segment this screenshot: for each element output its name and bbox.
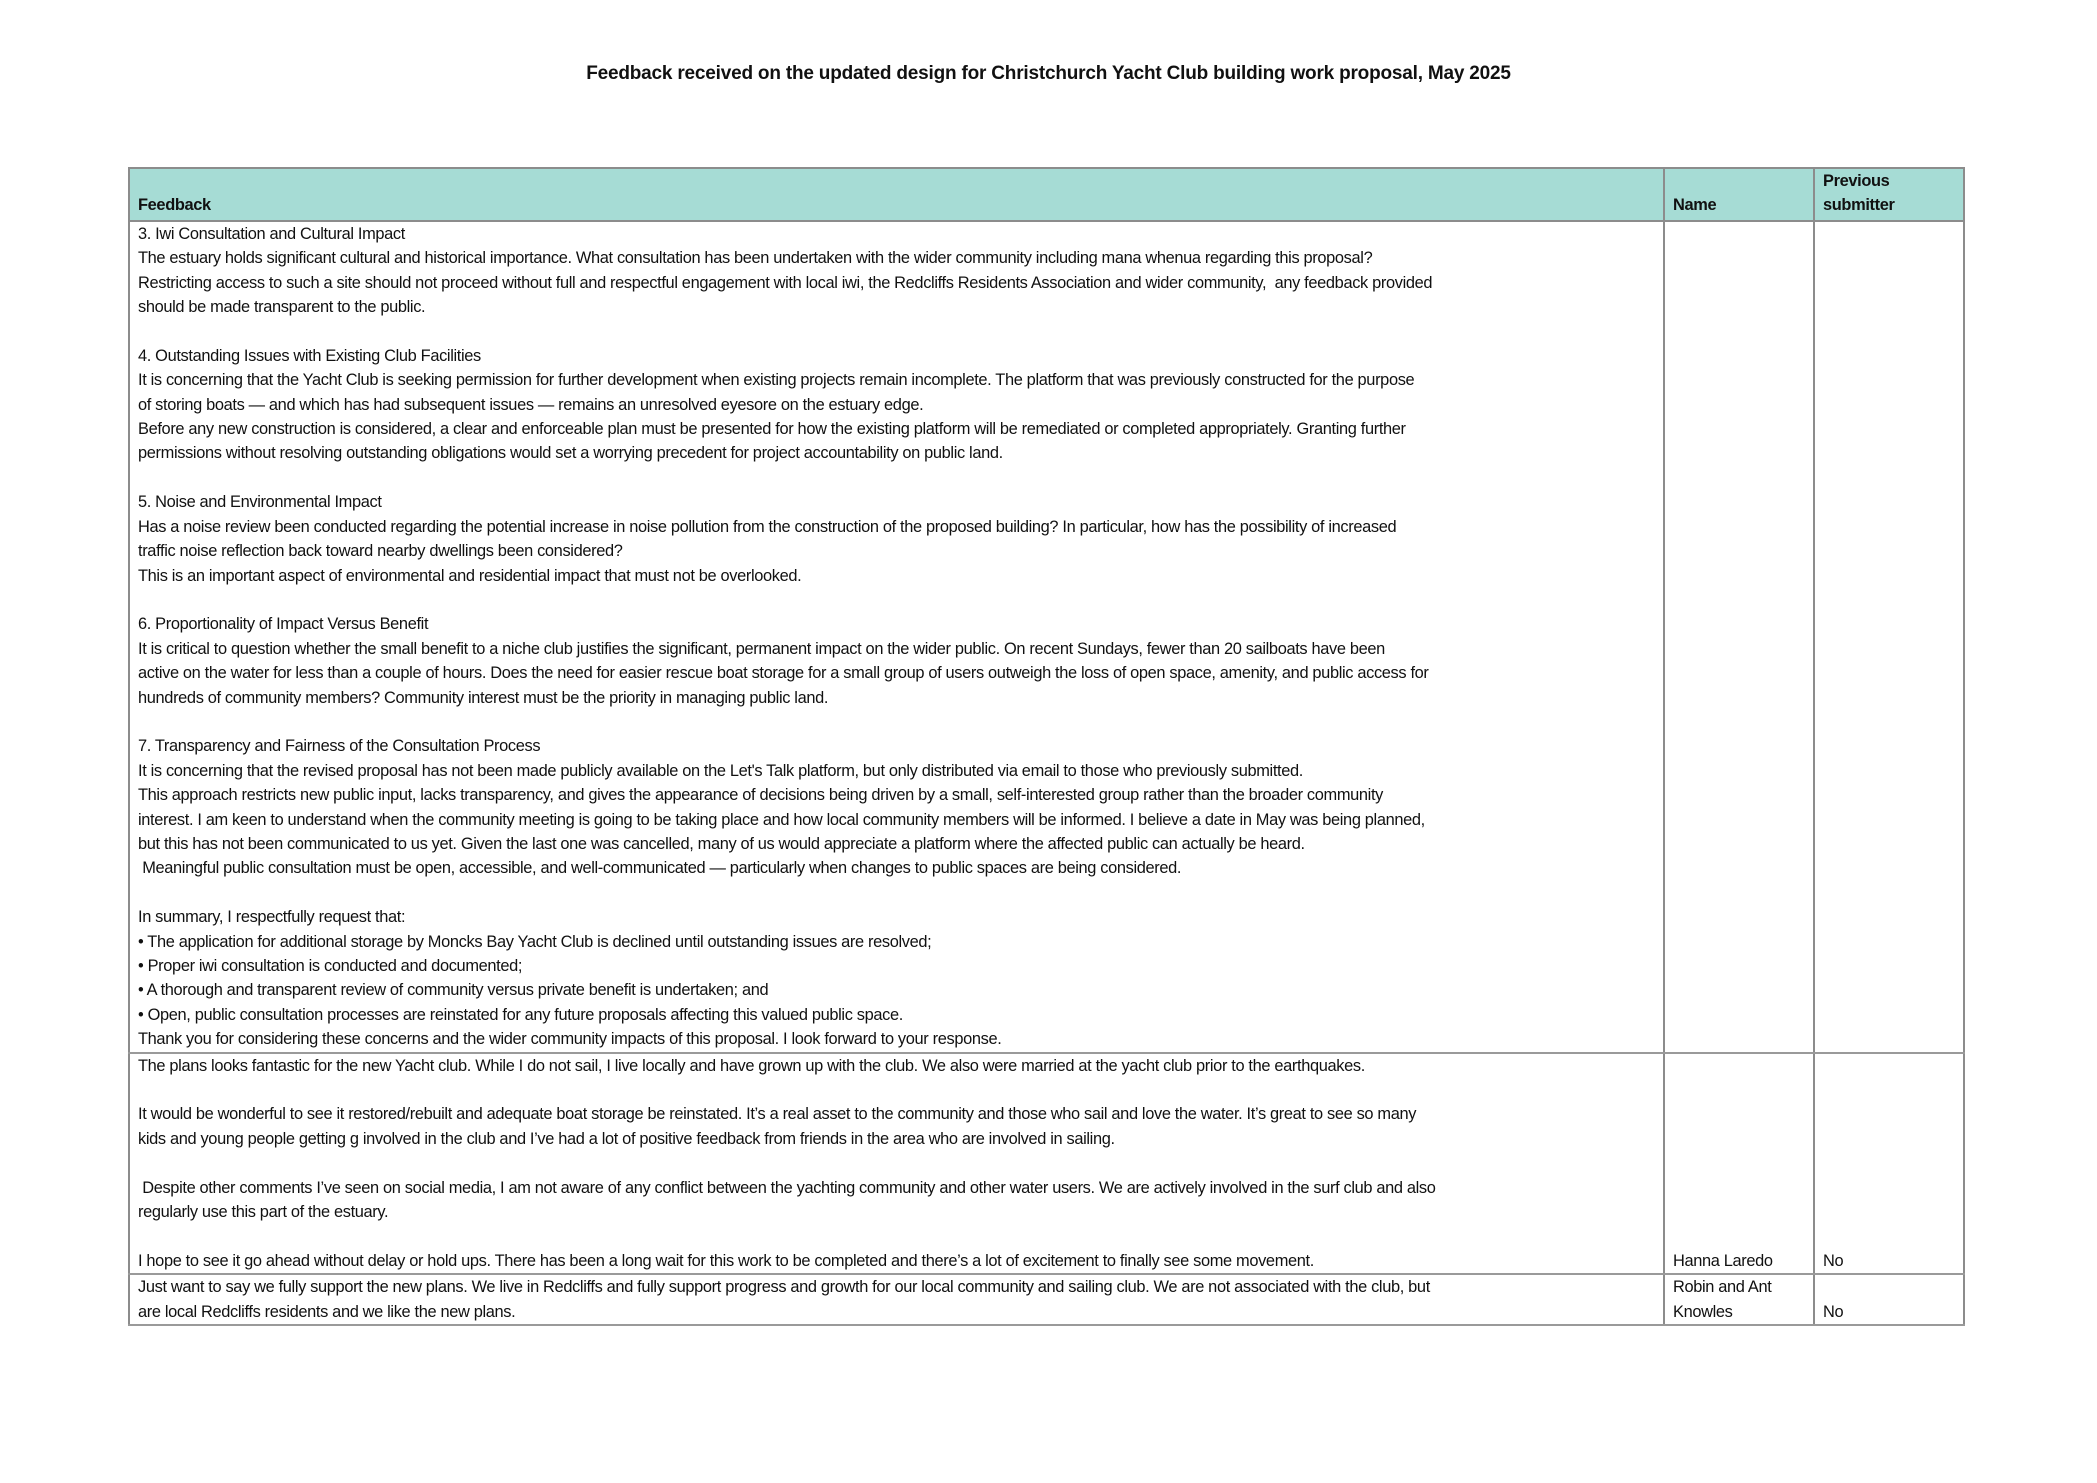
previous-submitter-cell [1814, 221, 1964, 1053]
table-row [129, 1274, 1964, 1325]
feedback-cell: The plans looks fantastic for the new Yacht club. While I do not sail, I live locally and have grown up with the club. We also were married at the yacht club prior to the earthquakes. It would be wonderful to see it restored/rebuilt and adequate boat storage be reinstated. It’s a real asset to the community and those who sail and love the water. It’s great to see so many kids and young people getting g involved in the club and I’ve had a lot of positive feedback from friends in the area who are involved in sailing. Despite other comments I’ve seen on social media, I am not aware of any conflict between the yachting community and other water users. We are actively involved in the surf club and also regularly use this part of the estuary. I hope to see it go ahead without delay or hold ups. There has been a long wait for this work to be completed and there’s a lot of excitement to finally see some movement. [129, 1053, 1664, 1275]
name-cell [1664, 221, 1814, 1053]
feedback-cell: Just want to say we fully support the new plans. We live in Redcliffs and fully support progress and growth for our local community and sailing club. We are not associated with the club, but are local Redcliffs residents and we like the new plans. [129, 1274, 1664, 1325]
previous-submitter-cell: No [1814, 1053, 1964, 1275]
previous-submitter-cell: No [1814, 1274, 1964, 1325]
table-row [129, 221, 1964, 1053]
document-title: Feedback received on the updated design for Christchurch Yacht Club building work proposal, May 2025 [586, 63, 1511, 84]
table-row [129, 1053, 1964, 1275]
feedback-cell: 3. Iwi Consultation and Cultural Impact The estuary holds significant cultural and historical importance. What consultation has been undertaken with the wider community including mana whenua regarding this proposal? Restricting access to such a site should not proceed without full and respectful engagement with local iwi, the Redcliffs Residents Association and wider community, any feedback provided should be made transparent to the public. 4. Outstanding Issues with Existing Club Facilities It is concerning that the Yacht Club is seeking permission for further development when existing projects remain incomplete. The platform that was previously constructed for the purpose of storing boats — and which has had subsequent issues — remains an unresolved eyesore on the estuary edge. Before any new construction is considered, a clear and enforceable plan must be presented for how the existing platform will be remediated or completed appropriately. Granting further permissions without resolving outstanding obligations would set a worrying precedent for project accountability on public land. 5. Noise and Environmental Impact Has a noise review been conducted regarding the potential increase in noise pollution from the construction of the proposed building? In particular, how has the possibility of increased traffic noise reflection back toward nearby dwellings been considered? This is an important aspect of environmental and residential impact that must not be overlooked. 6. Proportionality of Impact Versus Benefit It is critical to question whether the small benefit to a niche club justifies the significant, permanent impact on the wider public. On recent Sundays, fewer than 20 sailboats have been active on the water for less than a couple of hours. Does the need for easier rescue boat storage for a small group of users outweigh the loss of open space, amenity, and public access for hundreds of community members? Community interest must be the priority in managing public land. 7. Transparency and Fairness of the Consultation Process It is concerning that the revised proposal has not been made publicly available on the Let's Talk platform, but only distributed via email to those who previously submitted. This approach restricts new public input, lacks transparency, and gives the appearance of decisions being driven by a small, self-interested group rather than the broader community interest. I am keen to understand when the community meeting is going to be taking place and how local community members will be informed. I believe a date in May was being planned, but this has not been communicated to us yet. Given the last one was cancelled, many of us would appreciate a platform where the affected public can actually be heard. Meaningful public consultation must be open, accessible, and well-communicated — particularly when changes to public spaces are being considered. In summary, I respectfully request that: • The application for additional storage by Moncks Bay Yacht Club is declined until outstanding issues are resolved; • Proper iwi consultation is conducted and documented; • A thorough and transparent review of community versus private benefit is undertaken; and • Open, public consultation processes are reinstated for any future proposals affecting this valued public space. Thank you for considering these concerns and the wider community impacts of this proposal. I look forward to your response. [129, 221, 1664, 1053]
header-previous-submitter: Previous submitter [1814, 168, 1964, 221]
header-feedback: Feedback [129, 168, 1664, 221]
feedback-table [128, 167, 1965, 1326]
header-name: Name [1664, 168, 1814, 221]
name-cell: Hanna Laredo [1664, 1053, 1814, 1275]
name-cell: Robin and Ant Knowles [1664, 1274, 1814, 1325]
table-header-row [129, 168, 1964, 221]
